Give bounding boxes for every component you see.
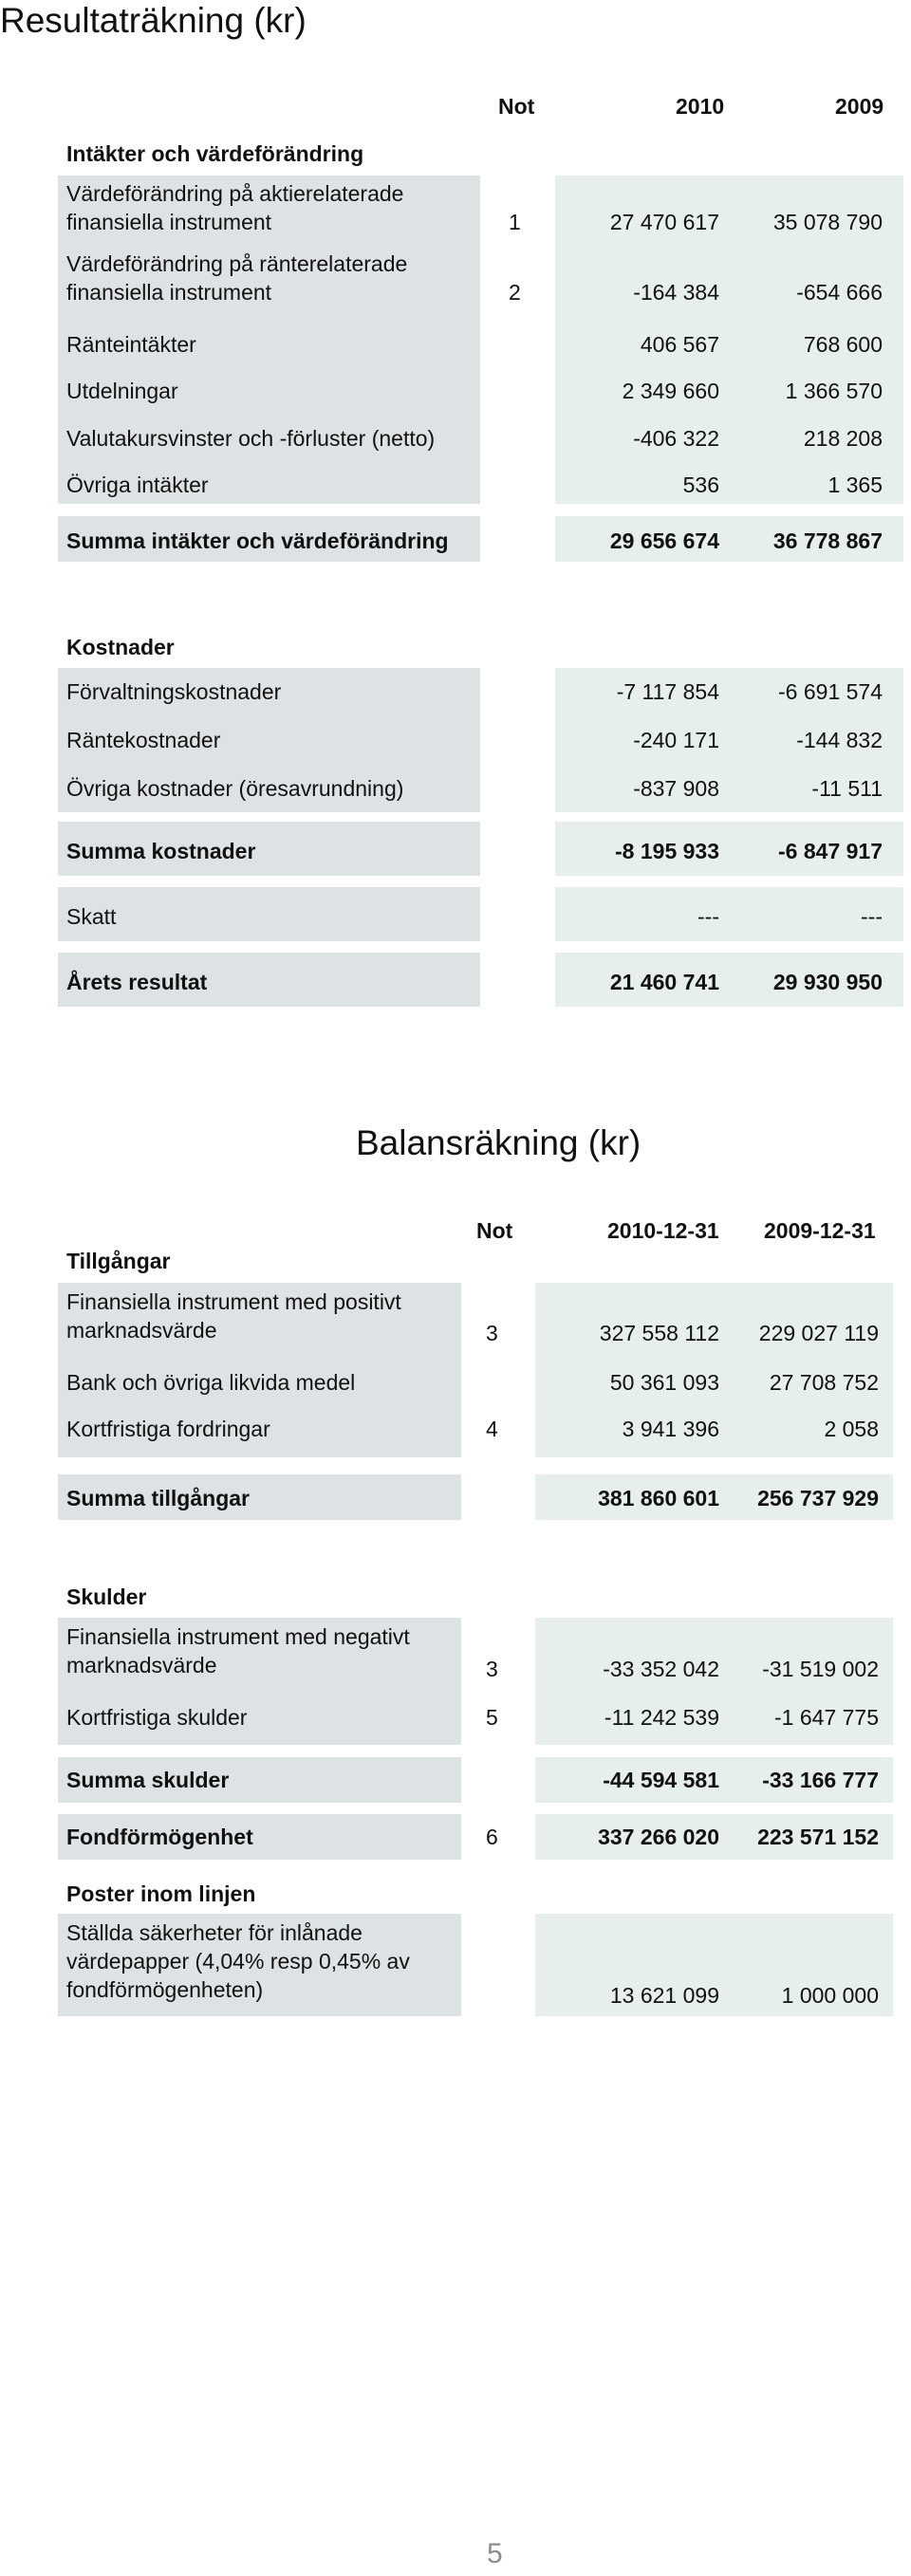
liab-sum-2009: -33 166 777 xyxy=(762,1768,879,1792)
income-header-2009: 2009 xyxy=(835,94,884,119)
row-label: Värdeförändring på aktierelaterade finansiella instrument xyxy=(66,181,404,234)
balance-header-2009: 2009-12-31 xyxy=(764,1218,876,1243)
balance-header-2010: 2010-12-31 xyxy=(607,1218,719,1243)
assets-sum-2010: 381 860 601 xyxy=(598,1486,719,1510)
liab-sum-label: Summa skulder xyxy=(66,1768,230,1792)
liabilities-header: Skulder xyxy=(66,1585,147,1609)
costs-sum-label: Summa kostnader xyxy=(66,839,256,863)
off-balance-2009: 1 000 000 xyxy=(781,1983,879,2008)
tax-value-band xyxy=(555,887,903,941)
balance-header-note: Not xyxy=(476,1218,513,1243)
assets-header: Tillgångar xyxy=(66,1249,171,1273)
off-balance-2010: 13 621 099 xyxy=(609,1983,719,2008)
row-value-2009: -11 511 xyxy=(811,776,883,801)
row-value-2009: -31 519 002 xyxy=(762,1657,879,1681)
row-value-2009: 1 365 xyxy=(827,473,883,497)
row-label: Bank och övriga likvida medel xyxy=(66,1370,356,1395)
row-value-2009: -6 691 574 xyxy=(778,679,883,704)
row-note: 2 xyxy=(509,280,521,305)
row-value-2009: 1 366 570 xyxy=(785,379,883,403)
row-value-2010: -837 908 xyxy=(633,776,719,801)
off-balance-label: Ställda säkerheter för inlånade värdepapper (4,04% resp 0,45% av fondförmögenheten) xyxy=(66,1920,410,2002)
row-value-2010: 536 xyxy=(682,473,719,497)
row-value-2009: -1 647 775 xyxy=(774,1705,879,1730)
tax-label: Skatt xyxy=(66,904,117,929)
row-value-2010: 27 470 617 xyxy=(609,210,719,234)
fund-2010: 337 266 020 xyxy=(598,1825,719,1849)
assets-sum-2009: 256 737 929 xyxy=(757,1486,879,1510)
row-label: Kortfristiga fordringar xyxy=(66,1417,270,1441)
tax-2010: --- xyxy=(697,904,719,929)
income-sum-2009: 36 778 867 xyxy=(772,528,883,553)
row-value-2009: -144 832 xyxy=(796,728,883,752)
row-value-2010: 406 567 xyxy=(640,332,719,357)
row-value-2010: -7 117 854 xyxy=(616,679,719,704)
costs-sum-2009: -6 847 917 xyxy=(778,839,883,863)
off-balance-header: Poster inom linjen xyxy=(66,1881,256,1906)
row-value-2010: 50 361 093 xyxy=(609,1370,719,1395)
row-value-2009: 768 600 xyxy=(803,332,883,357)
row-value-2009: 229 027 119 xyxy=(758,1321,879,1345)
row-value-2010: -33 352 042 xyxy=(603,1657,719,1681)
result-2010: 21 460 741 xyxy=(609,970,719,994)
tax-2009: --- xyxy=(861,904,883,929)
balance-sheet-title: Balansräkning (kr) xyxy=(356,1123,641,1162)
income-sum-2010: 29 656 674 xyxy=(609,528,719,553)
row-note: 3 xyxy=(486,1657,498,1681)
row-note: 5 xyxy=(486,1705,498,1730)
costs-section-header: Kostnader xyxy=(66,635,175,659)
income-header-2010: 2010 xyxy=(676,94,725,119)
row-note: 3 xyxy=(486,1321,498,1345)
liab-sum-2010: -44 594 581 xyxy=(603,1768,719,1792)
row-value-2009: -654 666 xyxy=(796,280,883,305)
row-label: Kortfristiga skulder xyxy=(66,1705,248,1730)
fund-label: Fondförmögenhet xyxy=(66,1825,253,1849)
row-label: Finansiella instrument med negativt marknadsvärde xyxy=(66,1624,410,1677)
row-value-2010: 2 349 660 xyxy=(622,379,719,403)
row-value-2009: 35 078 790 xyxy=(772,210,883,234)
row-label: Övriga kostnader (öresavrundning) xyxy=(66,776,404,801)
row-label: Ränteintäkter xyxy=(66,332,196,357)
result-2009: 29 930 950 xyxy=(772,970,883,994)
costs-sum-2010: -8 195 933 xyxy=(615,839,719,863)
row-label: Förvaltningskostnader xyxy=(66,679,282,704)
row-label: Räntekostnader xyxy=(66,728,221,752)
income-statement-title: Resultaträkning (kr) xyxy=(0,1,307,40)
row-value-2010: -406 322 xyxy=(633,426,719,451)
row-note: 1 xyxy=(509,210,521,234)
income-header-note: Not xyxy=(498,94,535,119)
tax-label-band xyxy=(58,887,480,941)
income-sum-label: Summa intäkter och värdeförändring xyxy=(66,528,449,553)
row-value-2010: 327 558 112 xyxy=(599,1321,719,1345)
result-label: Årets resultat xyxy=(66,970,208,994)
page-number: 5 xyxy=(487,2538,503,2569)
row-label: Utdelningar xyxy=(66,379,178,403)
income-section-header: Intäkter och värdeförändring xyxy=(66,141,364,166)
row-value-2010: -164 384 xyxy=(633,280,719,305)
row-label: Valutakursvinster och -förluster (netto) xyxy=(66,426,436,451)
assets-sum-label: Summa tillgångar xyxy=(66,1486,250,1510)
row-label: Värdeförändring på ränterelaterade finansiella instrument xyxy=(66,251,408,305)
row-label: Finansiella instrument med positivt marknadsvärde xyxy=(66,1289,401,1343)
row-value-2009: 218 208 xyxy=(803,426,883,451)
fund-2009: 223 571 152 xyxy=(757,1825,879,1849)
fund-note: 6 xyxy=(486,1825,498,1849)
row-value-2009: 27 708 752 xyxy=(769,1370,879,1395)
row-note: 4 xyxy=(486,1417,498,1441)
row-value-2010: -11 242 539 xyxy=(604,1705,719,1730)
row-value-2010: -240 171 xyxy=(633,728,719,752)
row-value-2010: 3 941 396 xyxy=(622,1417,719,1441)
row-label: Övriga intäkter xyxy=(66,473,209,497)
row-value-2009: 2 058 xyxy=(824,1417,879,1441)
